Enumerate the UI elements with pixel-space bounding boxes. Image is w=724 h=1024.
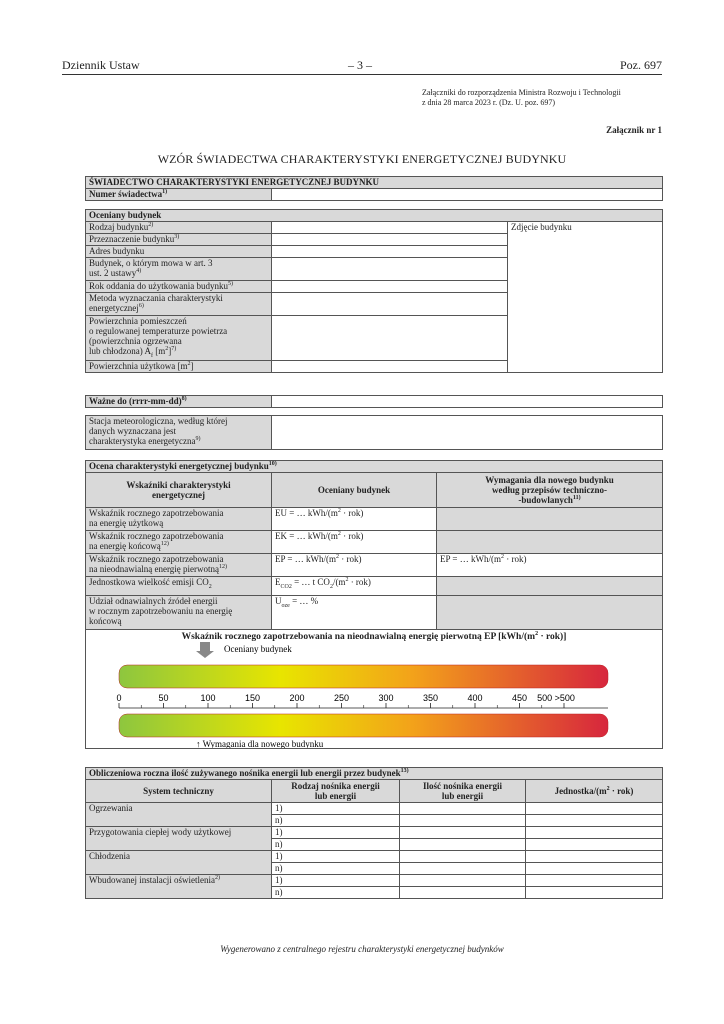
building-purpose-field[interactable] (272, 234, 508, 246)
scale-tick-label: 150 (244, 693, 261, 703)
building-address-label: Adres budynku (86, 246, 272, 258)
assessed-column-header: Oceniany budynek (272, 473, 437, 508)
attachment-note-line1: Załączniki do rozporządzenia Ministra Rozwoju i Technologii (422, 88, 621, 97)
requirements-column-header: Wymagania dla nowego budynku według przepisów techniczno- -budowlanych$^{11)}$ (437, 473, 663, 508)
scale-tick-label: 50 (158, 693, 169, 703)
unit-column-header: Jednostka/$(m^2 \cdot rok)$ (526, 780, 663, 803)
building-photo-area[interactable] (508, 222, 663, 373)
building-address-field[interactable] (272, 246, 508, 258)
valid-until-label: Ważne do (rrrr-mm-dd)$^{8)}$ (86, 396, 272, 408)
valid-until-table (85, 395, 663, 408)
building-table (85, 209, 663, 373)
co2-label: Jednostkowa wielkość emisji $CO_2$ (86, 577, 272, 596)
renewable-share-label: Udział odnawialnych źródeł energii w rocznym zapotrzebowaniu na energię końcową (86, 596, 272, 630)
usage-section-title: Obliczeniowa roczna ilość zużywanego nośnika energii lub energii przez budynek$^{13)}$ (86, 768, 663, 780)
hot-water-row-n: n) (272, 839, 400, 851)
hot-water-amount-1[interactable] (400, 827, 526, 839)
building-article-label: Budynek, o którym mowa w art. 3 ust. 2 ustawy$^{4)}$ (86, 258, 272, 281)
certificate-number-label: Numer świadectwa$^{1)}$ (86, 189, 272, 201)
annex-label: Załącznik nr 1 (606, 125, 662, 135)
lighting-unit-1[interactable] (526, 875, 663, 887)
heating-unit-n[interactable] (526, 815, 663, 827)
building-purpose-label: Przeznaczenie budynku$^{3)}$ (86, 234, 272, 246)
ep-value[interactable]: EP = … kWh/$(m^2 \cdot rok)$ (272, 554, 437, 577)
ek-label: Wskaźnik rocznego zapotrzebowania na energię końcową$^{12)}$ (86, 531, 272, 554)
renewable-share-value[interactable]: $U_{oze}$ = … % (272, 596, 437, 630)
ep-scale-title: Wskaźnik rocznego zapotrzebowania na nieodnawialną energię pierwotną EP $[kWh/(m^2 \cdot rok)]$ (181, 630, 567, 642)
certificate-number-field[interactable] (272, 189, 663, 201)
building-type-field[interactable] (272, 222, 508, 234)
evaluation-table (85, 460, 663, 749)
ek-value[interactable]: EK = … kWh/$(m^2 \cdot rok)$ (272, 531, 437, 554)
scale-tick-label: 0 (116, 693, 122, 703)
requirement-scale-bar (119, 714, 608, 737)
lighting-amount-1[interactable] (400, 875, 526, 887)
usable-area-field[interactable] (272, 361, 508, 373)
building-photo-label: Zdjęcie budynku (511, 222, 572, 232)
heated-area-label: Powierzchnia pomieszczeń o regulowanej temperaturze powietrza (powierzchnia ogrzewana lub chłodzona) $A_f$ $[m^2]^{7)}$ (86, 316, 272, 361)
header-rule (62, 74, 662, 75)
co2-value[interactable]: $E_{CO2}$ = … t $CO_2/(m^2 \cdot rok)$ (272, 577, 437, 596)
certificate-header-table (85, 176, 663, 201)
cooling-row-1: 1) (272, 851, 400, 863)
position-number: Poz. 697 (620, 58, 662, 72)
ep-requirement[interactable]: EP = … kWh/$(m^2 \cdot rok)$ (437, 554, 663, 577)
building-type-label: Rodzaj budynku$^{2)}$ (86, 222, 272, 234)
lighting-row-n: n) (272, 887, 400, 899)
cooling-amount-1[interactable] (400, 851, 526, 863)
assessed-building-caption: Oceniany budynek (224, 644, 292, 654)
building-section-title: Oceniany budynek (86, 210, 663, 222)
valid-until-field[interactable] (272, 396, 663, 408)
lighting-amount-n[interactable] (400, 887, 526, 899)
carrier-type-column-header: Rodzaj nośnika energii lub energii (272, 780, 400, 803)
requirement-caption: ↑ Wymagania dla nowego budynku (196, 739, 324, 748)
station-table (85, 415, 663, 450)
co2-requirement (437, 577, 663, 596)
energy-usage-table (85, 767, 663, 899)
system-hot-water-label: Przygotowania ciepłej wody użytkowej (86, 827, 272, 851)
eu-requirement (437, 508, 663, 531)
heated-area-field[interactable] (272, 316, 508, 361)
scale-tick-label: 500 >500 (537, 693, 575, 703)
building-article-field[interactable] (272, 258, 508, 281)
ep-scale-panel (86, 630, 663, 749)
ep-scale-graphic (86, 642, 662, 748)
usable-area-label: Powierzchnia użytkowa $[m^2]$ (86, 361, 272, 373)
eu-value[interactable]: EU = … kWh/$(m^2 \cdot rok)$ (272, 508, 437, 531)
scale-tick-label: 400 (467, 693, 483, 703)
ep-label: Wskaźnik rocznego zapotrzebowania na nieodnawialną energię pierwotną$^{12)}$ (86, 554, 272, 577)
attachment-note (422, 88, 621, 108)
ek-requirement (437, 531, 663, 554)
document-title: WZÓR ŚWIADECTWA CHARAKTERYSTYKI ENERGETYCZNEJ BUDYNKU (157, 152, 567, 166)
scale-tick-label: 200 (289, 693, 305, 703)
method-field[interactable] (272, 293, 508, 316)
system-column-header: System techniczny (86, 780, 272, 803)
system-lighting-label: Wbudowanej instalacji oświetlenia$^{2)}$ (86, 875, 272, 899)
assessed-scale-bar (119, 665, 608, 688)
hot-water-unit-1[interactable] (526, 827, 663, 839)
journal-name: Dziennik Ustaw (62, 58, 140, 72)
page-number: – 3 – (348, 58, 372, 72)
cooling-amount-n[interactable] (400, 863, 526, 875)
scale-ticks (116, 693, 574, 708)
station-label: Stacja meteorologiczna, według której danych wyznaczana jest charakterystyka energetyczna$^{9)}$ (86, 416, 272, 450)
system-heating-label: Ogrzewania (86, 803, 272, 827)
hot-water-amount-n[interactable] (400, 839, 526, 851)
eu-label: Wskaźnik rocznego zapotrzebowania na energię użytkową (86, 508, 272, 531)
heating-row-n: n) (272, 815, 400, 827)
heating-amount-n[interactable] (400, 815, 526, 827)
renewable-share-requirement (437, 596, 663, 630)
scale-tick-label: 250 (333, 693, 350, 703)
certificate-title: ŚWIADECTWO CHARAKTERYSTYKI ENERGETYCZNEJ BUDYNKU (86, 177, 663, 189)
heating-unit-1[interactable] (526, 803, 663, 815)
attachment-note-line2: z dnia 28 marca 2023 r. (Dz. U. poz. 697) (422, 98, 556, 107)
carrier-amount-column-header: Ilość nośnika energii lub energii (400, 780, 526, 803)
scale-tick-label: 350 (422, 693, 439, 703)
indicator-column-header: Wskaźniki charakterystyki energetycznej (86, 473, 272, 508)
footer-note: Wygenerowano z centralnego rejestru charakterystyki energetycznej budynków (220, 944, 504, 954)
heating-row-1: 1) (272, 803, 400, 815)
commission-year-field[interactable] (272, 281, 508, 293)
scale-tick-label: 300 (378, 693, 394, 703)
lighting-unit-n[interactable] (526, 887, 663, 899)
cooling-unit-n[interactable] (526, 863, 663, 875)
hot-water-unit-n[interactable] (526, 839, 663, 851)
lighting-row-1: 1) (272, 875, 400, 887)
system-cooling-label: Chłodzenia (86, 851, 272, 875)
method-label: Metoda wyznaczania charakterystyki energetycznej$^{6)}$ (86, 293, 272, 316)
hot-water-row-1: 1) (272, 827, 400, 839)
assessed-arrow-icon (196, 642, 214, 658)
scale-tick-label: 450 (511, 693, 528, 703)
cooling-row-n: n) (272, 863, 400, 875)
heating-amount-1[interactable] (400, 803, 526, 815)
cooling-unit-1[interactable] (526, 851, 663, 863)
station-field[interactable] (272, 416, 663, 450)
commission-year-label: Rok oddania do użytkowania budynku$^{5)}$ (86, 281, 272, 293)
evaluation-section-title: Ocena charakterystyki energetycznej budynku$^{10)}$ (86, 461, 663, 473)
scale-tick-label: 100 (200, 693, 216, 703)
